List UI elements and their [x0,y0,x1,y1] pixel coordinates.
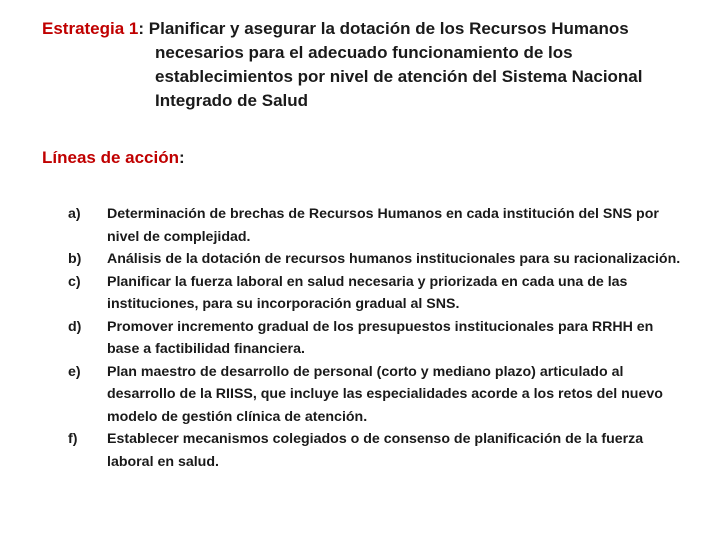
list-item [68,248,688,271]
strategy-text-line-4: Integrado de Salud [155,91,309,110]
strategy-colon: : [138,19,145,38]
lineas-heading [42,146,185,170]
list-item-text: Planificar la fuerza laboral en salud necesaria y priorizada en cada una de las instituciones, para su incorporación gradual al SNS. [107,273,628,312]
list-item-text: Promover incremento gradual de los presupuestos institucionales para RRHH en base a factibilidad financiera. [107,318,654,357]
lineas-colon: : [179,148,185,167]
list-item-text: Análisis de la dotación de recursos humanos institucionales para su racionalización. [107,251,681,267]
list-marker: f) [68,431,78,447]
list-marker: e) [68,363,81,380]
list-item [68,271,688,316]
list-item-text: Determinación de brechas de Recursos Humanos en cada institución del SNS por nivel de complejidad. [107,206,659,245]
list-item [68,361,688,429]
list-item-text: Establecer mecanismos colegiados o de consenso de planificación de la fuerza laboral en salud. [107,431,644,470]
list-marker: a) [68,206,81,222]
list-item [68,316,688,361]
action-list [68,203,688,473]
list-marker: c) [68,273,81,290]
list-item [68,428,688,473]
strategy-heading [42,17,682,113]
strategy-text-line-1: Planificar y asegurar la dotación de los Recursos Humanos [144,19,629,38]
list-item [68,203,688,248]
list-marker: d) [68,318,82,335]
list-item-text: Plan maestro de desarrollo de personal (corto y mediano plazo) articulado al desarrollo de la RIISS, que incluye las especialidades acorde a los retos del nuevo modelo de gestión clínica de atención. [107,363,663,425]
strategy-text-line-3: establecimientos por nivel de atención del Sistema Nacional [155,67,643,86]
list-marker: b) [68,251,82,267]
strategy-text-line-2: necesarios para el adecuado funcionamiento de los [155,43,573,62]
strategy-label: Estrategia 1 [42,19,139,38]
lineas-label: Líneas de acción [42,148,179,167]
